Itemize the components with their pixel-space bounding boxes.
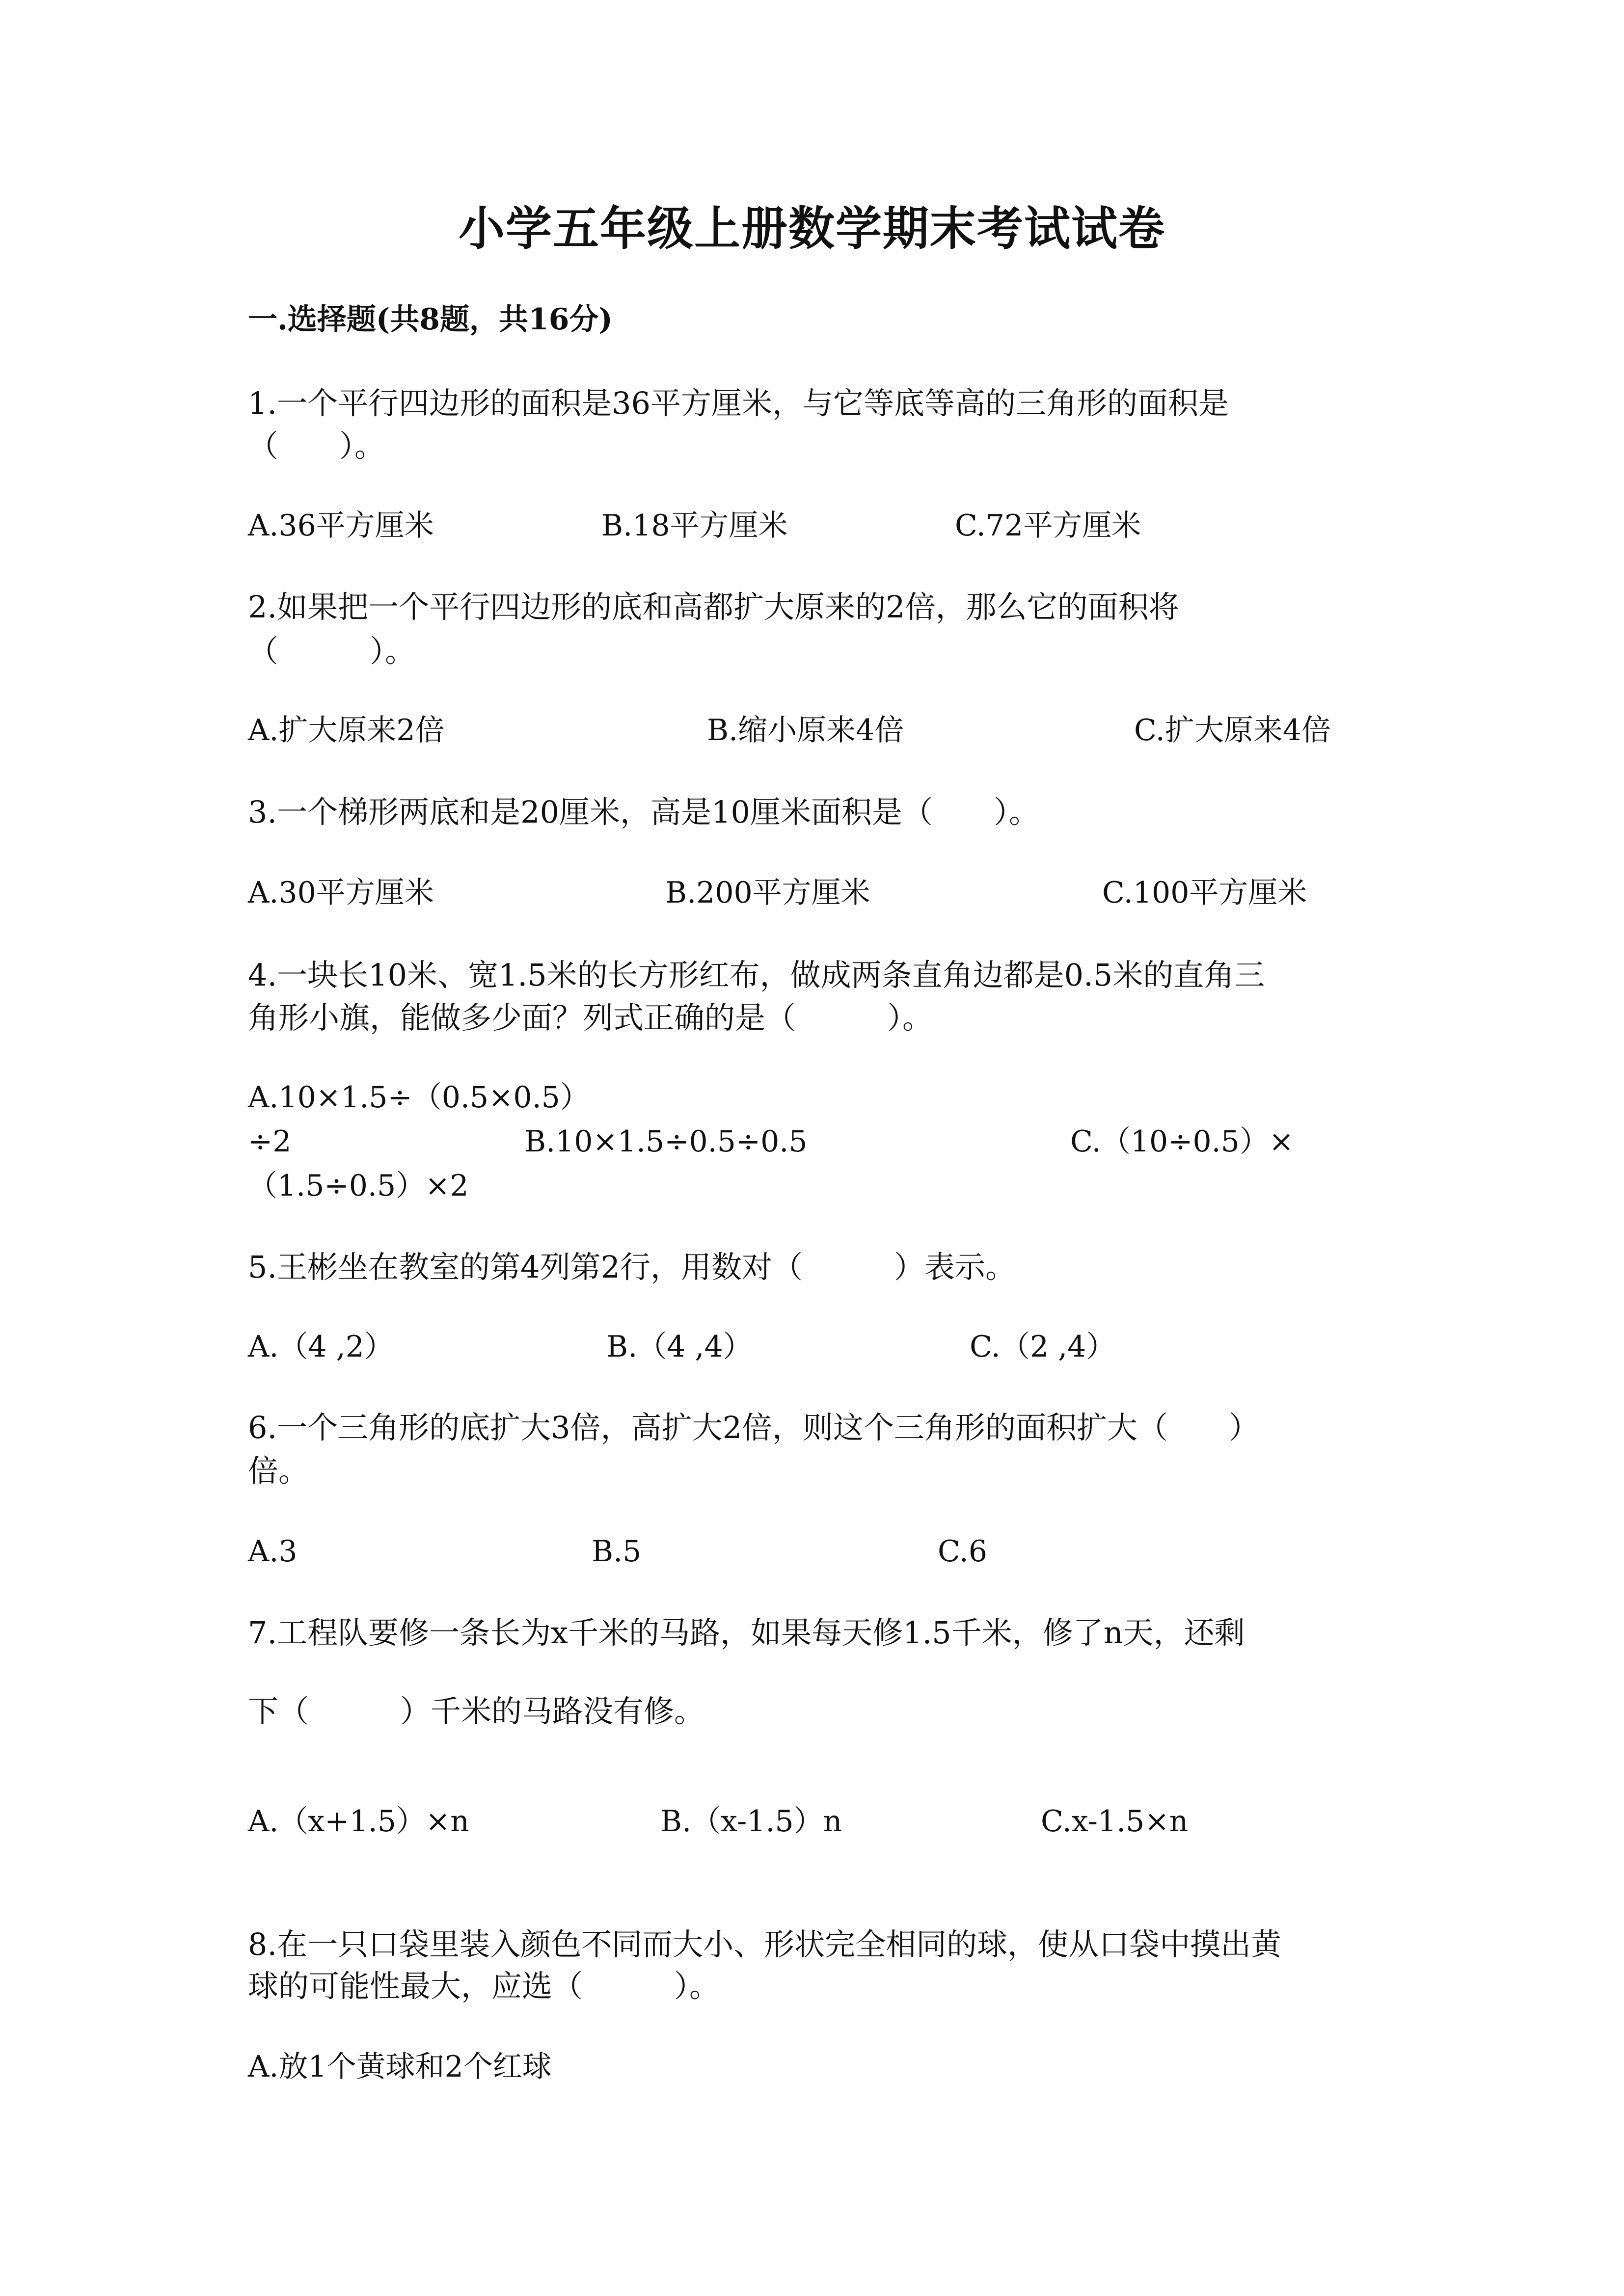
question-1-option-c: C.72平方厘米 bbox=[955, 508, 1141, 543]
question-7-line-1: 7.工程队要修一条长为x千米的马路，如果每天修1.5千米，修了n天，还剩 bbox=[248, 1615, 1245, 1651]
question-6-option-c: C.6 bbox=[938, 1534, 988, 1569]
question-2-line-1: 2.如果把一个平行四边形的底和高都扩大原来的2倍，那么它的面积将 bbox=[248, 589, 1179, 625]
question-1-option-a: A.36平方厘米 bbox=[248, 508, 434, 543]
exam-title: 小学五年级上册数学期末考试试卷 bbox=[458, 202, 1165, 256]
question-8-line-2: 球的可能性最大，应选（ ）。 bbox=[248, 1968, 720, 2004]
question-2-option-b: B.缩小原来4倍 bbox=[707, 713, 904, 748]
question-6-option-b: B.5 bbox=[592, 1534, 642, 1569]
question-6-option-a: A.3 bbox=[248, 1534, 298, 1569]
question-3-option-b: B.200平方厘米 bbox=[665, 876, 870, 910]
question-8-line-1: 8.在一只口袋里装入颜色不同而大小、形状完全相同的球，使从口袋中摸出黄 bbox=[248, 1926, 1282, 1962]
question-8-option-a: A.放1个黄球和2个红球 bbox=[248, 2050, 552, 2084]
question-1-option-b: B.18平方厘米 bbox=[601, 508, 788, 543]
question-4-option-a-cont: ÷2 bbox=[248, 1124, 292, 1159]
section-heading: 一.选择题(共8题，共16分) bbox=[248, 302, 613, 337]
question-3-option-c: C.100平方厘米 bbox=[1102, 876, 1307, 910]
question-5-option-a: A.（4 ,2） bbox=[248, 1330, 394, 1364]
question-5-line-1: 5.王彬坐在教室的第4列第2行，用数对（ ）表示。 bbox=[248, 1249, 1016, 1285]
question-7-option-c: C.x-1.5×n bbox=[1041, 1804, 1189, 1839]
question-6-line-2: 倍。 bbox=[248, 1453, 309, 1489]
question-1-line-1: 1.一个平行四边形的面积是36平方厘米，与它等底等高的三角形的面积是 bbox=[248, 385, 1229, 421]
question-2-option-c: C.扩大原来4倍 bbox=[1134, 713, 1331, 748]
question-7-option-b: B.（x-1.5）n bbox=[660, 1804, 842, 1839]
question-1-line-2: （ ）。 bbox=[248, 428, 385, 464]
question-4-option-c: C.（10÷0.5）× bbox=[1070, 1124, 1294, 1159]
question-6-line-1: 6.一个三角形的底扩大3倍，高扩大2倍，则这个三角形的面积扩大（ ） bbox=[248, 1410, 1260, 1445]
question-4-option-a: A.10×1.5÷（0.5×0.5） bbox=[248, 1080, 590, 1115]
question-4-option-c-cont: （1.5÷0.5）×2 bbox=[248, 1169, 469, 1203]
question-4-line-2: 角形小旗，能做多少面？列式正确的是（ ）。 bbox=[248, 1000, 933, 1036]
question-4-option-b: B.10×1.5÷0.5÷0.5 bbox=[524, 1124, 808, 1159]
question-5-option-c: C.（2 ,4） bbox=[970, 1330, 1116, 1364]
question-5-option-b: B.（4 ,4） bbox=[606, 1330, 753, 1364]
question-7-option-a: A.（x+1.5）×n bbox=[248, 1804, 469, 1839]
question-3-option-a: A.30平方厘米 bbox=[248, 876, 434, 910]
question-7-line-2: 下（ ）千米的马路没有修。 bbox=[248, 1693, 705, 1729]
question-4-line-1: 4.一块长10米、宽1.5米的长方形红布，做成两条直角边都是0.5米的直角三 bbox=[248, 957, 1265, 993]
question-2-option-a: A.扩大原来2倍 bbox=[248, 713, 445, 748]
question-3-line-1: 3.一个梯形两底和是20厘米，高是10厘米面积是（ ）。 bbox=[248, 794, 1039, 830]
question-2-line-2: （ ）。 bbox=[248, 633, 416, 669]
